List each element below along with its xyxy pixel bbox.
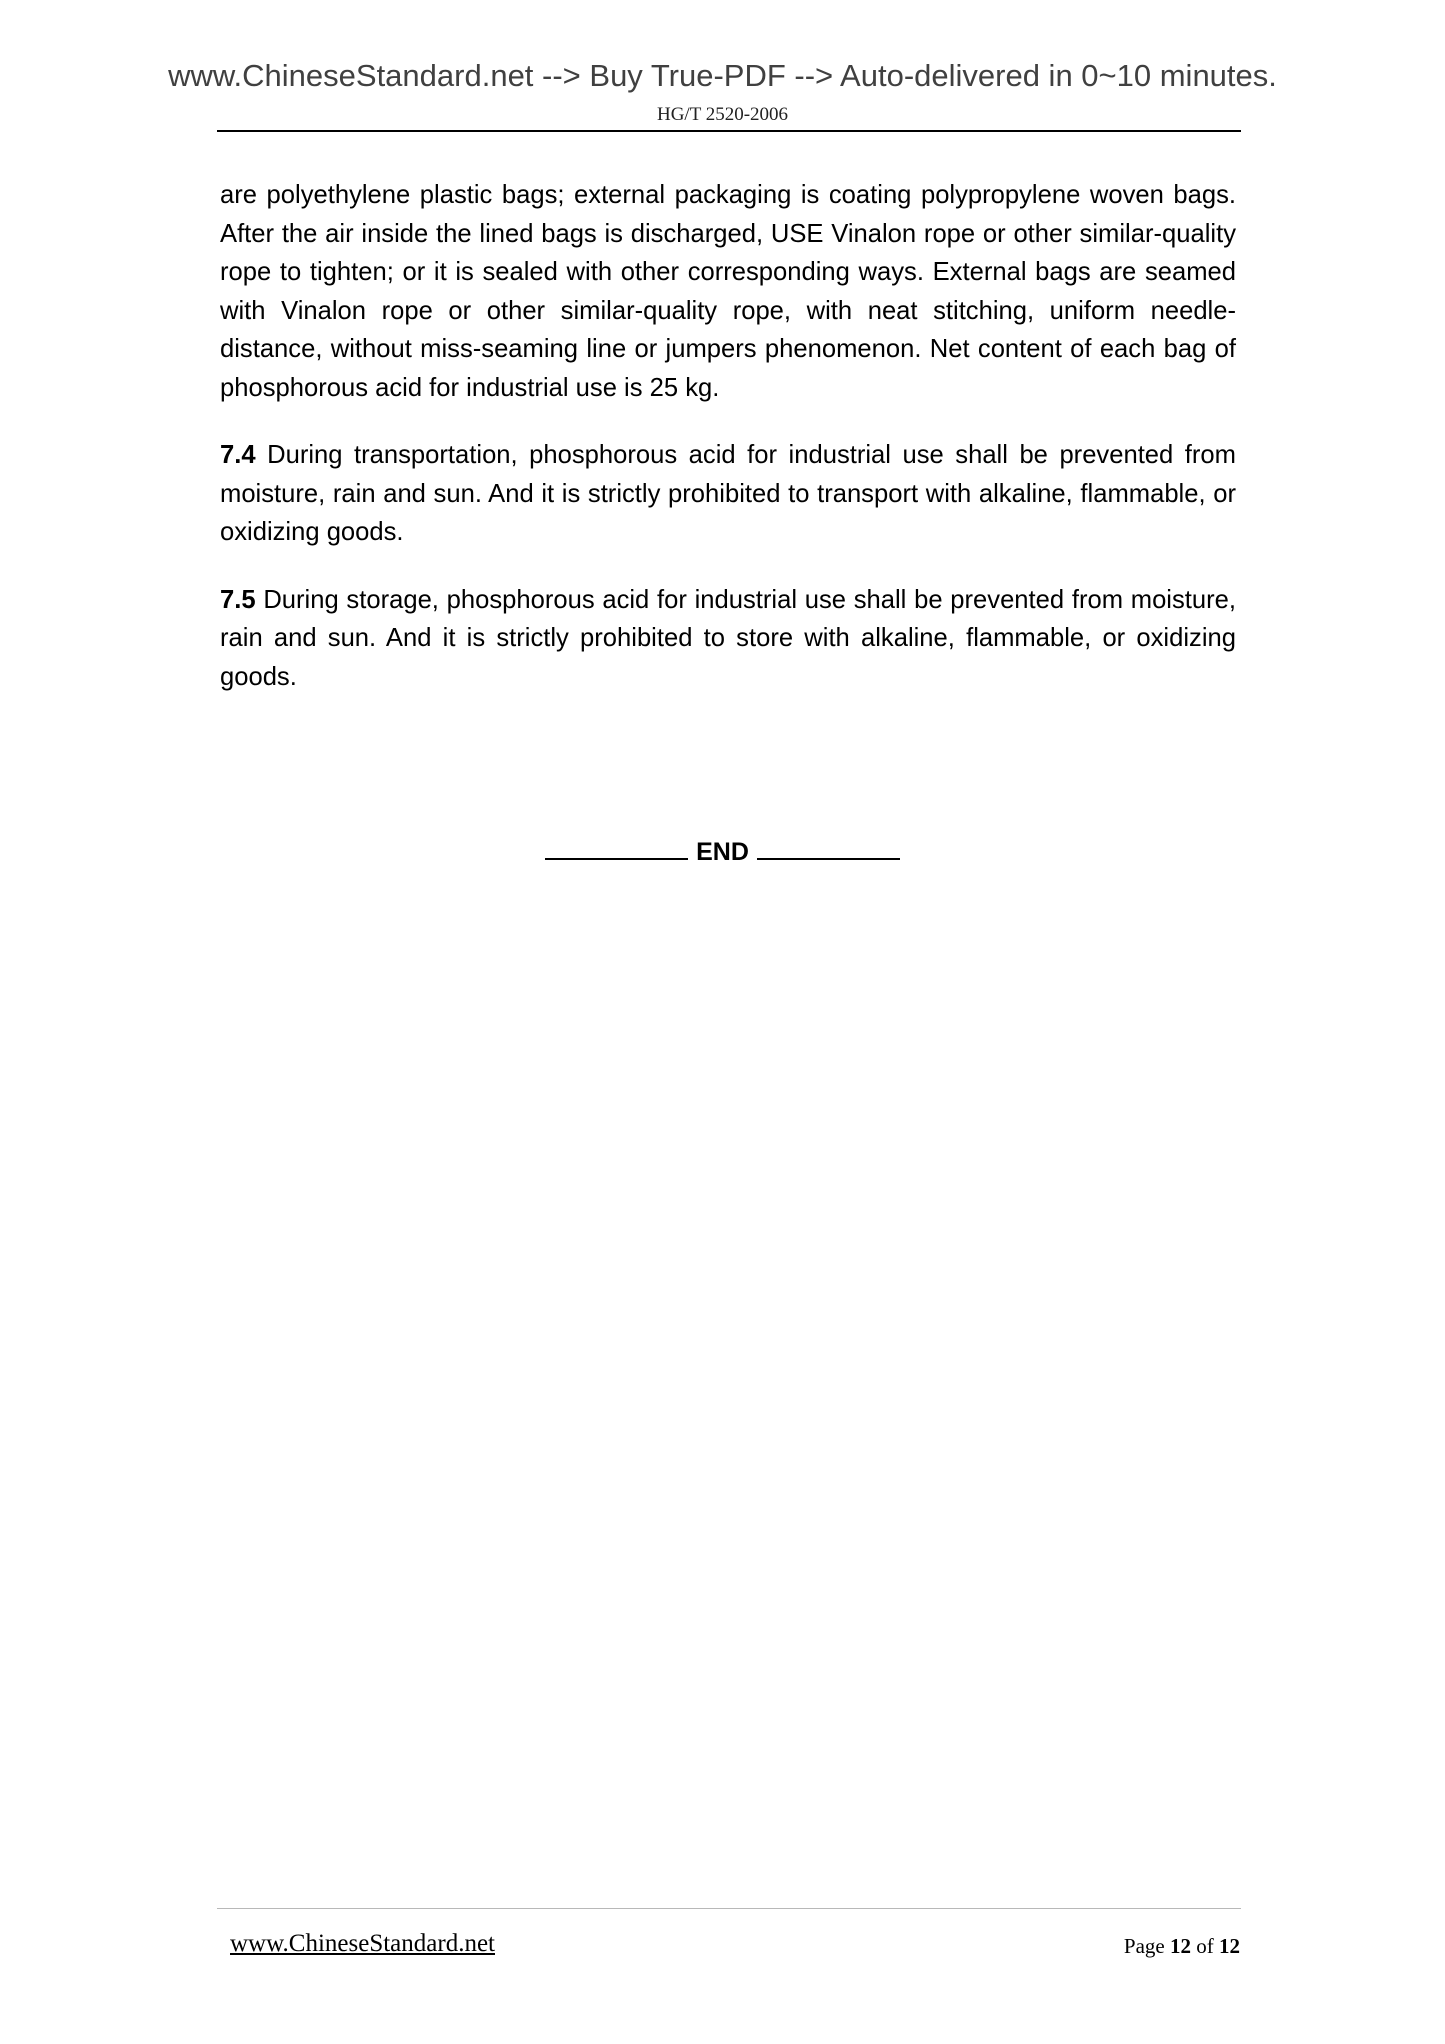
footer-divider: [217, 1908, 1241, 1909]
clause-7-5-number: 7.5: [220, 585, 256, 614]
page-of: of: [1191, 1934, 1219, 1958]
end-marker: [0, 838, 1445, 867]
continued-paragraph: are polyethylene plastic bags; external packaging is coating polypropylene woven bags. After the air inside the lined bags is discharged, USE Vinalon rope or other similar-quality rope to tighten; or it is sealed with other corresponding ways. External bags are seamed with Vinalon rope or other similar-quality rope, with neat stitching, uniform needle-distance, without miss-seaming line or jumpers phenomenon. Net content of each bag of phosphorous acid for industrial use is 25 kg.: [220, 181, 1236, 402]
end-line-right: [757, 858, 900, 860]
clause-7-4: [220, 436, 1236, 552]
page-total: 12: [1219, 1934, 1240, 1958]
clause-7-4-text: During transportation, phosphorous acid for industrial use shall be prevented from moisture, rain and sun. And it is strictly prohibited to transport with alkaline, flammable, or oxidizing goods.: [220, 441, 1236, 546]
clause-7-5: [220, 581, 1236, 697]
page-current: 12: [1170, 1934, 1191, 1958]
header-divider: [217, 130, 1241, 132]
document-body: [220, 176, 1236, 725]
page-prefix: Page: [1123, 1934, 1170, 1958]
end-line-left: [545, 858, 688, 860]
footer-site-link[interactable]: www.ChineseStandard.net: [230, 1930, 495, 1957]
clause-7-5-text: During storage, phosphorous acid for industrial use shall be prevented from moisture, rain and sun. And it is strictly prohibited to store with alkaline, flammable, or oxidizing goods.: [220, 585, 1236, 691]
document-code: HG/T 2520-2006: [656, 104, 789, 125]
end-label: END: [696, 838, 749, 866]
clause-7-4-number: 7.4: [220, 441, 256, 469]
top-banner: www.ChineseStandard.net --> Buy True-PDF --> Auto-delivered in 0~10 minutes.: [168, 58, 1277, 93]
page-number: [1124, 1934, 1240, 1959]
